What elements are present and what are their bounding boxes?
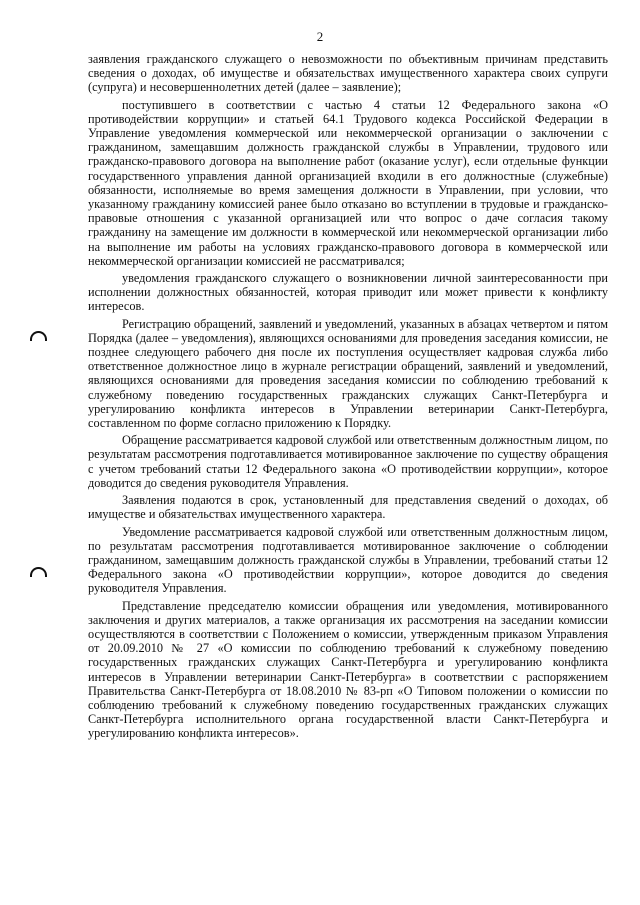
paragraph-conflict-notice: уведомления гражданского служащего о возникновении личной заинтересованности при исполнении должностных обязанностей, которая приводит или может привести к конфликту интересов. [88, 271, 608, 314]
page-number: 2 [316, 29, 324, 44]
document-body [88, 52, 608, 744]
paragraph-statement-deadline: Заявления подаются в срок, установленный для представления сведений о доходах, об имуществе и обязательствах имущественного характера. [88, 493, 608, 522]
paragraph-organization-notice: поступившего в соответствии с частью 4 статьи 12 Федерального закона «О противодействии коррупции» и статьей 64.1 Трудового кодекса Российской Федерации в Управление уведомления коммерческой или некоммерческой организации о заключении с гражданином, замещавшим должность гражданской службы в Управлении, трудового или гражданско-правового договора на выполнение работ (оказание услуг), если отдельные функции государственного управления данной организацией входили в его должностные (служебные) обязанности, исполняемые во время замещения должности в Управлении, при условии, что указанному гражданину комиссией ранее было отказано во вступлении в трудовые и гражданско-правовые отношения с указанной организацией или что вопрос о даче согласия такому гражданину на замещение им должности в коммерческой или некоммерческой организации либо на выполнение им работы на условиях гражданско-правового договора в коммерческой или некоммерческой организации комиссией не рассматривался; [88, 97, 608, 268]
paragraph-registration: Регистрацию обращений, заявлений и уведомлений, указанных в абзацах четвертом и пятом Порядка (далее – уведомления), являющихся основаниями для проведения заседания комиссии, не позднее следующего рабочего дня после их поступления осуществляет кадровая служба либо ответственное должностное лицо в журнале регистрации обращений, заявлений и уведомлений, являющихся основаниями для проведения заседания комиссии по соблюдению требований к служебному поведению государственных гражданских служащих Санкт-Петербурга и урегулированию конфликта интересов в Управлении ветеринарии Санкт-Петербурга, составленном по форме согласно приложению к Порядку. [88, 316, 608, 431]
binder-hole-mark-top [30, 331, 47, 341]
paragraph-statement-continuation: заявления гражданского служащего о невозможности по объективным причинам представить сведения о доходах, об имуществе и обязательствах имущественного характера своих супруги (супруга) и несовершеннолетних детей (далее – заявление); [88, 52, 608, 95]
paragraph-appeal-review: Обращение рассматривается кадровой службой или ответственным должностным лицом, по результатам рассмотрения подготавливается мотивированное заключение по существу обращения с учетом требований статьи 12 Федерального закона «О противодействии коррупции», которое доводится до сведения руководителя Управления. [88, 433, 608, 490]
binder-hole-mark-bottom [30, 567, 47, 577]
paragraph-notice-review: Уведомление рассматривается кадровой службой или ответственным должностным лицом, по результатам рассмотрения подготавливается мотивированное заключение о соблюдении гражданином, замещавшим должность гражданской службы в Управлении, требований статьи 12 Федерального закона «О противодействии коррупции», которое доводится до сведения руководителя Управления. [88, 524, 608, 596]
paragraph-commission-submission: Представление председателю комиссии обращения или уведомления, мотивированного заключения и других материалов, а также организация их рассмотрения на заседании комиссии осуществляются в соответствии с Положением о комиссии, утвержденным приказом Управления от 20.09.2010 № 27 «О комиссии по соблюдению требований к служебному поведению государственных гражданских служащих Санкт-Петербурга и урегулированию конфликта интересов в Управлении ветеринарии Санкт-Петербурга» в соответствии с распоряжением Правительства Санкт-Петербурга от 18.08.2010 № 83-рп «О Типовом положении о комиссии по соблюдению требований к служебному поведению государственных гражданских служащих Санкт-Петербурга исполнительного органа государственной власти Санкт-Петербурга и урегулированию конфликта интересов». [88, 598, 608, 741]
